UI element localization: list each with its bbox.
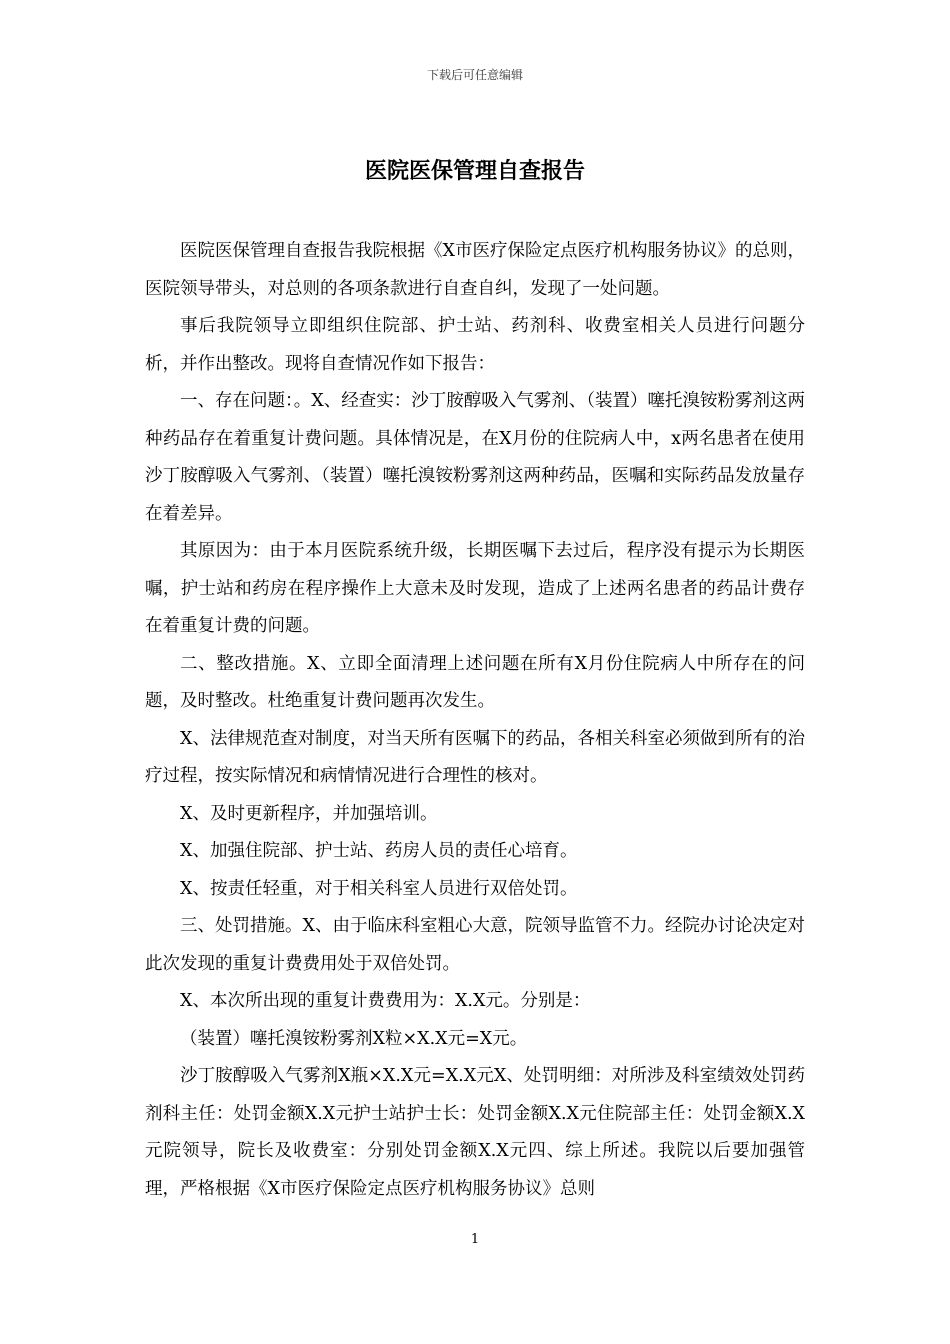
paragraph-fee-item-1: （装置）噻托溴铵粉雾剂X粒×X.X元=X元。 — [180, 1028, 528, 1049]
document-title: 医院医保管理自查报告 — [364, 158, 585, 184]
paragraph-fee-item-2: 沙丁胺醇吸入气雾剂X瓶×X.X元=X.X元X、处罚明细：对所涉及科室绩效处罚药剂科主任：处罚金额X.X元护士站护士长：处罚金额X.X元住院部主任：处罚金额X.X元院领导，院长及收费室：分别处罚金额X.X元四、综上所述。我院以后要加强管理，严格根据《X市医疗保险定点医疗机构服务协议》总则 — [145, 1066, 805, 1199]
paragraph-intro: 医院医保管理自查报告我院根据《X市医疗保险定点医疗机构服务协议》的总则，医院领导带头，对总则的各项条款进行自查自纠，发现了一处问题。 — [145, 241, 805, 299]
document-body — [145, 233, 805, 1208]
paragraph-measures: 二、整改措施。X、立即全面清理上述问题在所有X月份住院病人中所存在的问题，及时整改。杜绝重复计费问题再次发生。 — [145, 653, 805, 711]
paragraph-measure-update: X、及时更新程序，并加强培训。 — [180, 803, 438, 824]
paragraph-organization: 事后我院领导立即组织住院部、护士站、药剂科、收费室相关人员进行问题分析，并作出整改。现将自查情况作如下报告： — [145, 316, 805, 374]
paragraph-measure-penalty: X、按责任轻重，对于相关科室人员进行双倍处罚。 — [180, 878, 578, 899]
header-note: 下载后可任意编辑 — [426, 68, 523, 82]
paragraph-measure-training: X、加强住院部、护士站、药房人员的责任心培育。 — [180, 841, 578, 861]
paragraph-problems: 一、存在问题：。X、经查实：沙丁胺醇吸入气雾剂、（装置）噻托溴铵粉雾剂这两种药品存在着重复计费问题。具体情况是，在X月份的住院病人中，x两名患者在使用沙丁胺醇吸入气雾剂、（装置）噻托溴铵粉雾剂这两种药品，医嘱和实际药品发放量存在着差异。 — [145, 391, 805, 524]
paragraph-penalties: 三、处罚措施。X、由于临床科室粗心大意，院领导监管不力。经院办讨论决定对此次发现的重复计费费用处于双倍处罚。 — [145, 916, 805, 974]
paragraph-measure-check: X、法律规范查对制度，对当天所有医嘱下的药品，各相关科室必须做到所有的治疗过程，按实际情况和病情情况进行合理性的核对。 — [145, 728, 805, 786]
page-number: 1 — [470, 1232, 480, 1247]
paragraph-fee-total: X、本次所出现的重复计费费用为：X.X元。分别是： — [180, 991, 591, 1011]
paragraph-cause: 其原因为：由于本月医院系统升级，长期医嘱下去过后，程序没有提示为长期医嘱，护士站和药房在程序操作上大意未及时发现，造成了上述两名患者的药品计费存在着重复计费的问题。 — [145, 541, 805, 636]
